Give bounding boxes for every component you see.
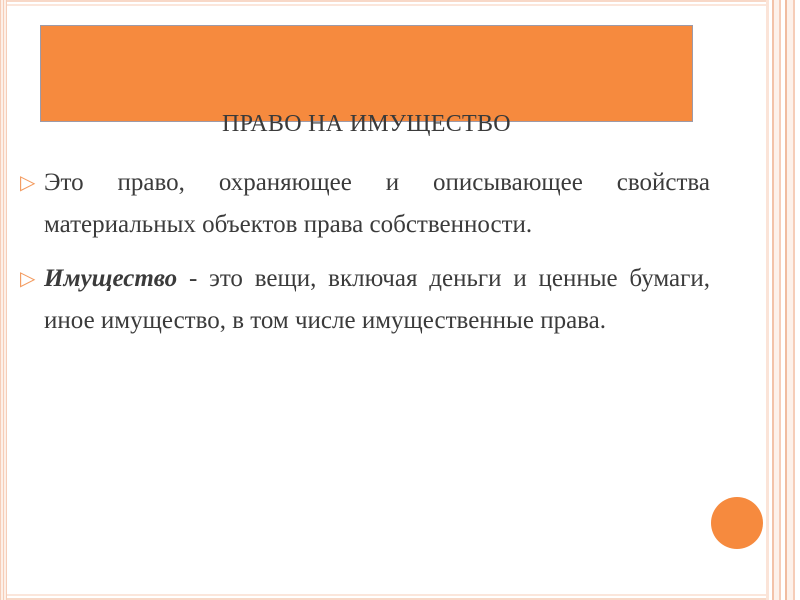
bullet-term-2: Имущество: [44, 265, 178, 292]
frame-right-border: [766, 0, 800, 600]
frame-top-border: [7, 0, 766, 6]
bullet-text-2: - это вещи, включая деньги и ценные бумаги, иное имущество, в том числе имущественные права.: [44, 265, 710, 334]
bullet-item-1: [20, 162, 710, 246]
hollow-triangle-bullet-icon: ▷: [20, 268, 36, 290]
hollow-triangle-bullet-icon: ▷: [20, 172, 36, 194]
frame-left-border: [0, 0, 7, 600]
frame-bottom-border: [7, 594, 766, 600]
bullet-item-2: [20, 258, 710, 342]
bullet-text-1: Это право, охраняющее и описывающее свойства материальных объектов права собственности.: [44, 169, 710, 238]
slide-body: [20, 162, 710, 354]
title-bar: [40, 25, 693, 137]
slide-title: ПРАВО НА ИМУЩЕСТВО: [222, 111, 511, 137]
decorative-circle: [711, 497, 763, 549]
